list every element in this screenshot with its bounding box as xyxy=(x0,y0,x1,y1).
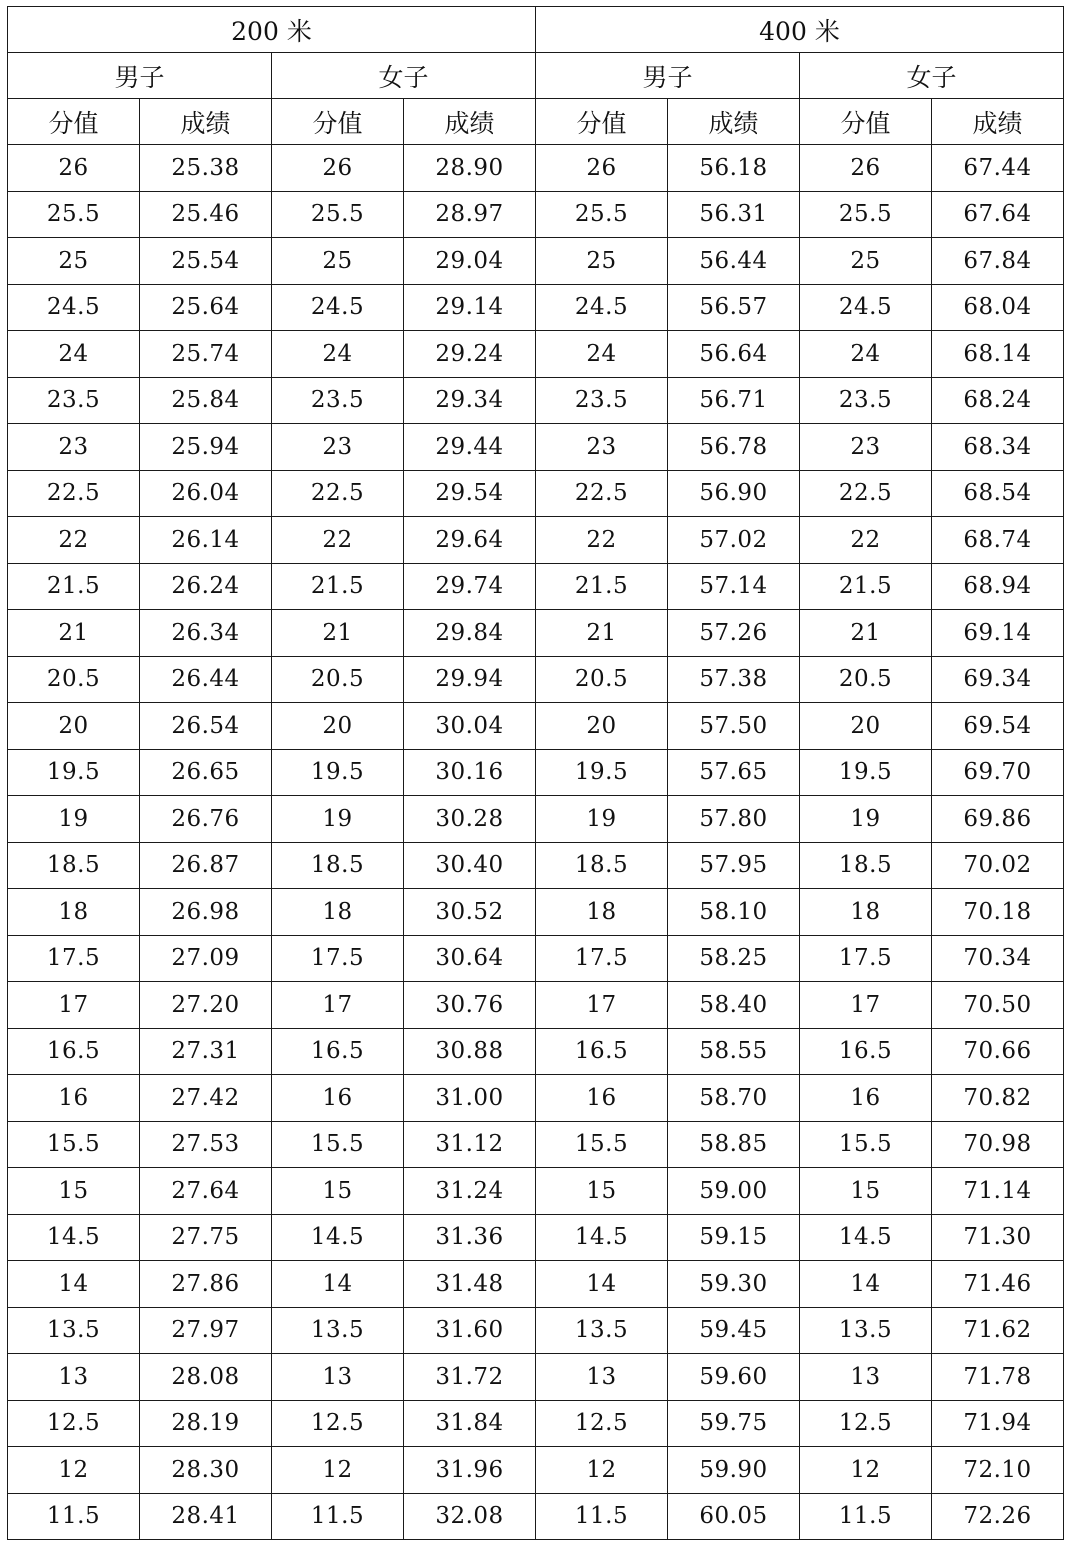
gender-header-400m-male: 男子 xyxy=(536,53,800,99)
score-cell: 17.5 xyxy=(800,935,932,982)
score-cell: 14.5 xyxy=(800,1214,932,1261)
result-cell: 57.65 xyxy=(668,749,800,796)
score-cell: 11.5 xyxy=(536,1493,668,1540)
score-cell: 21 xyxy=(536,610,668,657)
column-header-row xyxy=(8,99,1064,145)
score-cell: 14.5 xyxy=(536,1214,668,1261)
score-cell: 13.5 xyxy=(8,1307,140,1354)
result-cell: 69.54 xyxy=(932,703,1064,750)
table-row xyxy=(8,517,1064,564)
score-cell: 20.5 xyxy=(8,656,140,703)
result-cell: 27.09 xyxy=(140,935,272,982)
score-cell: 18 xyxy=(272,889,404,936)
score-cell: 12 xyxy=(800,1447,932,1494)
table-row xyxy=(8,191,1064,238)
result-cell: 56.64 xyxy=(668,331,800,378)
result-cell: 31.48 xyxy=(404,1261,536,1308)
score-cell: 21 xyxy=(8,610,140,657)
result-cell: 29.84 xyxy=(404,610,536,657)
score-cell: 24.5 xyxy=(800,284,932,331)
result-cell: 56.18 xyxy=(668,145,800,192)
score-cell: 15 xyxy=(536,1168,668,1215)
column-header-score: 分值 xyxy=(800,99,932,145)
result-cell: 26.34 xyxy=(140,610,272,657)
result-cell: 28.19 xyxy=(140,1400,272,1447)
result-cell: 26.44 xyxy=(140,656,272,703)
result-cell: 27.42 xyxy=(140,1075,272,1122)
score-cell: 23.5 xyxy=(800,377,932,424)
result-cell: 26.98 xyxy=(140,889,272,936)
event-header-200m: 200 米 xyxy=(8,7,536,53)
table-row xyxy=(8,842,1064,889)
result-cell: 30.88 xyxy=(404,1028,536,1075)
result-cell: 68.14 xyxy=(932,331,1064,378)
score-cell: 24 xyxy=(800,331,932,378)
result-cell: 30.40 xyxy=(404,842,536,889)
event-header-400m: 400 米 xyxy=(536,7,1064,53)
result-cell: 27.75 xyxy=(140,1214,272,1261)
result-cell: 69.34 xyxy=(932,656,1064,703)
table-row xyxy=(8,284,1064,331)
table-row xyxy=(8,889,1064,936)
score-cell: 26 xyxy=(8,145,140,192)
table-row xyxy=(8,1075,1064,1122)
result-cell: 26.24 xyxy=(140,563,272,610)
score-cell: 22.5 xyxy=(800,470,932,517)
score-cell: 15 xyxy=(8,1168,140,1215)
result-cell: 30.28 xyxy=(404,796,536,843)
result-cell: 67.64 xyxy=(932,191,1064,238)
score-cell: 25.5 xyxy=(536,191,668,238)
result-cell: 27.31 xyxy=(140,1028,272,1075)
table-row xyxy=(8,377,1064,424)
score-cell: 21.5 xyxy=(536,563,668,610)
result-cell: 71.46 xyxy=(932,1261,1064,1308)
result-cell: 57.50 xyxy=(668,703,800,750)
score-cell: 20 xyxy=(536,703,668,750)
result-cell: 31.60 xyxy=(404,1307,536,1354)
score-cell: 14 xyxy=(272,1261,404,1308)
score-cell: 22 xyxy=(536,517,668,564)
result-cell: 69.14 xyxy=(932,610,1064,657)
table-row xyxy=(8,1121,1064,1168)
score-cell: 11.5 xyxy=(272,1493,404,1540)
result-cell: 56.57 xyxy=(668,284,800,331)
score-cell: 11.5 xyxy=(800,1493,932,1540)
result-cell: 27.53 xyxy=(140,1121,272,1168)
score-cell: 12.5 xyxy=(272,1400,404,1447)
result-cell: 70.98 xyxy=(932,1121,1064,1168)
result-cell: 57.38 xyxy=(668,656,800,703)
result-cell: 57.14 xyxy=(668,563,800,610)
score-cell: 24.5 xyxy=(8,284,140,331)
score-cell: 20.5 xyxy=(272,656,404,703)
score-cell: 23 xyxy=(800,424,932,471)
score-table xyxy=(7,6,1064,1540)
gender-header-row xyxy=(8,53,1064,99)
result-cell: 29.64 xyxy=(404,517,536,564)
gender-header-200m-male: 男子 xyxy=(8,53,272,99)
score-cell: 19 xyxy=(536,796,668,843)
score-cell: 16.5 xyxy=(536,1028,668,1075)
table-row xyxy=(8,1168,1064,1215)
score-cell: 16.5 xyxy=(800,1028,932,1075)
score-cell: 25 xyxy=(272,238,404,285)
score-cell: 18.5 xyxy=(800,842,932,889)
score-cell: 19 xyxy=(272,796,404,843)
score-cell: 25 xyxy=(800,238,932,285)
result-cell: 59.75 xyxy=(668,1400,800,1447)
result-cell: 25.46 xyxy=(140,191,272,238)
table-row xyxy=(8,1261,1064,1308)
score-cell: 15.5 xyxy=(272,1121,404,1168)
score-cell: 17 xyxy=(536,982,668,1029)
score-cell: 12 xyxy=(272,1447,404,1494)
event-header-row xyxy=(8,7,1064,53)
score-cell: 19.5 xyxy=(536,749,668,796)
table-row xyxy=(8,749,1064,796)
result-cell: 71.30 xyxy=(932,1214,1064,1261)
result-cell: 58.70 xyxy=(668,1075,800,1122)
score-cell: 16 xyxy=(800,1075,932,1122)
score-cell: 23 xyxy=(272,424,404,471)
result-cell: 59.00 xyxy=(668,1168,800,1215)
score-cell: 19 xyxy=(800,796,932,843)
result-cell: 57.80 xyxy=(668,796,800,843)
score-cell: 25 xyxy=(536,238,668,285)
score-cell: 12.5 xyxy=(800,1400,932,1447)
result-cell: 31.24 xyxy=(404,1168,536,1215)
result-cell: 26.54 xyxy=(140,703,272,750)
table-row xyxy=(8,982,1064,1029)
score-cell: 25.5 xyxy=(8,191,140,238)
score-cell: 20 xyxy=(800,703,932,750)
result-cell: 27.20 xyxy=(140,982,272,1029)
result-cell: 29.54 xyxy=(404,470,536,517)
score-cell: 25 xyxy=(8,238,140,285)
score-cell: 25.5 xyxy=(272,191,404,238)
score-cell: 14 xyxy=(800,1261,932,1308)
result-cell: 28.30 xyxy=(140,1447,272,1494)
result-cell: 56.44 xyxy=(668,238,800,285)
score-cell: 18.5 xyxy=(536,842,668,889)
score-cell: 19.5 xyxy=(800,749,932,796)
score-cell: 23.5 xyxy=(272,377,404,424)
result-cell: 56.78 xyxy=(668,424,800,471)
score-cell: 14.5 xyxy=(272,1214,404,1261)
result-cell: 31.12 xyxy=(404,1121,536,1168)
result-cell: 58.85 xyxy=(668,1121,800,1168)
result-cell: 31.84 xyxy=(404,1400,536,1447)
score-cell: 12.5 xyxy=(8,1400,140,1447)
score-cell: 18.5 xyxy=(272,842,404,889)
table-row xyxy=(8,656,1064,703)
result-cell: 25.94 xyxy=(140,424,272,471)
result-cell: 69.86 xyxy=(932,796,1064,843)
score-cell: 13 xyxy=(800,1354,932,1401)
result-cell: 70.02 xyxy=(932,842,1064,889)
result-cell: 28.97 xyxy=(404,191,536,238)
result-cell: 60.05 xyxy=(668,1493,800,1540)
result-cell: 26.87 xyxy=(140,842,272,889)
score-cell: 24 xyxy=(536,331,668,378)
score-cell: 17.5 xyxy=(536,935,668,982)
score-cell: 16.5 xyxy=(8,1028,140,1075)
result-cell: 58.10 xyxy=(668,889,800,936)
result-cell: 68.04 xyxy=(932,284,1064,331)
result-cell: 71.78 xyxy=(932,1354,1064,1401)
score-cell: 18 xyxy=(536,889,668,936)
table-row xyxy=(8,1354,1064,1401)
result-cell: 31.36 xyxy=(404,1214,536,1261)
table-row xyxy=(8,1400,1064,1447)
score-cell: 14 xyxy=(536,1261,668,1308)
score-cell: 22.5 xyxy=(272,470,404,517)
score-cell: 15.5 xyxy=(8,1121,140,1168)
result-cell: 59.60 xyxy=(668,1354,800,1401)
score-cell: 18.5 xyxy=(8,842,140,889)
score-cell: 13.5 xyxy=(800,1307,932,1354)
result-cell: 28.08 xyxy=(140,1354,272,1401)
result-cell: 25.38 xyxy=(140,145,272,192)
result-cell: 59.15 xyxy=(668,1214,800,1261)
score-cell: 15.5 xyxy=(800,1121,932,1168)
result-cell: 30.76 xyxy=(404,982,536,1029)
score-cell: 24 xyxy=(272,331,404,378)
result-cell: 68.74 xyxy=(932,517,1064,564)
column-header-score: 分值 xyxy=(8,99,140,145)
score-cell: 16 xyxy=(8,1075,140,1122)
table-row xyxy=(8,703,1064,750)
column-header-result: 成绩 xyxy=(932,99,1064,145)
result-cell: 28.41 xyxy=(140,1493,272,1540)
score-cell: 19 xyxy=(8,796,140,843)
score-cell: 23 xyxy=(536,424,668,471)
result-cell: 71.94 xyxy=(932,1400,1064,1447)
score-cell: 23.5 xyxy=(536,377,668,424)
score-cell: 13 xyxy=(8,1354,140,1401)
result-cell: 30.64 xyxy=(404,935,536,982)
result-cell: 70.50 xyxy=(932,982,1064,1029)
result-cell: 67.84 xyxy=(932,238,1064,285)
score-cell: 22 xyxy=(272,517,404,564)
score-cell: 12 xyxy=(536,1447,668,1494)
result-cell: 26.76 xyxy=(140,796,272,843)
table-row xyxy=(8,1493,1064,1540)
result-cell: 72.26 xyxy=(932,1493,1064,1540)
score-cell: 22 xyxy=(8,517,140,564)
result-cell: 68.94 xyxy=(932,563,1064,610)
table-row xyxy=(8,145,1064,192)
result-cell: 30.52 xyxy=(404,889,536,936)
result-cell: 69.70 xyxy=(932,749,1064,796)
result-cell: 27.86 xyxy=(140,1261,272,1308)
score-cell: 26 xyxy=(800,145,932,192)
score-cell: 24.5 xyxy=(536,284,668,331)
result-cell: 29.34 xyxy=(404,377,536,424)
result-cell: 71.62 xyxy=(932,1307,1064,1354)
result-cell: 31.00 xyxy=(404,1075,536,1122)
result-cell: 56.31 xyxy=(668,191,800,238)
column-header-score: 分值 xyxy=(536,99,668,145)
score-cell: 14.5 xyxy=(8,1214,140,1261)
result-cell: 70.66 xyxy=(932,1028,1064,1075)
score-cell: 21.5 xyxy=(8,563,140,610)
score-cell: 21.5 xyxy=(272,563,404,610)
result-cell: 26.04 xyxy=(140,470,272,517)
table-row xyxy=(8,796,1064,843)
result-cell: 25.64 xyxy=(140,284,272,331)
score-cell: 24.5 xyxy=(272,284,404,331)
result-cell: 58.25 xyxy=(668,935,800,982)
score-cell: 15.5 xyxy=(536,1121,668,1168)
score-cell: 20.5 xyxy=(536,656,668,703)
result-cell: 68.34 xyxy=(932,424,1064,471)
score-cell: 13 xyxy=(272,1354,404,1401)
result-cell: 30.04 xyxy=(404,703,536,750)
score-cell: 21.5 xyxy=(800,563,932,610)
score-cell: 21 xyxy=(800,610,932,657)
result-cell: 29.94 xyxy=(404,656,536,703)
table-row xyxy=(8,1307,1064,1354)
result-cell: 59.90 xyxy=(668,1447,800,1494)
result-cell: 68.54 xyxy=(932,470,1064,517)
table-row xyxy=(8,563,1064,610)
result-cell: 29.04 xyxy=(404,238,536,285)
result-cell: 29.24 xyxy=(404,331,536,378)
result-cell: 67.44 xyxy=(932,145,1064,192)
score-cell: 13.5 xyxy=(272,1307,404,1354)
table-row xyxy=(8,1028,1064,1075)
score-cell: 12.5 xyxy=(536,1400,668,1447)
result-cell: 57.26 xyxy=(668,610,800,657)
table-row xyxy=(8,470,1064,517)
score-cell: 11.5 xyxy=(8,1493,140,1540)
score-cell: 20 xyxy=(272,703,404,750)
result-cell: 29.14 xyxy=(404,284,536,331)
table-row xyxy=(8,424,1064,471)
result-cell: 68.24 xyxy=(932,377,1064,424)
score-cell: 17.5 xyxy=(272,935,404,982)
column-header-result: 成绩 xyxy=(404,99,536,145)
result-cell: 56.90 xyxy=(668,470,800,517)
score-cell: 26 xyxy=(272,145,404,192)
result-cell: 70.82 xyxy=(932,1075,1064,1122)
result-cell: 28.90 xyxy=(404,145,536,192)
score-cell: 17 xyxy=(800,982,932,1029)
score-table-body xyxy=(8,7,1064,1540)
score-cell: 25.5 xyxy=(800,191,932,238)
score-cell: 20 xyxy=(8,703,140,750)
result-cell: 70.18 xyxy=(932,889,1064,936)
result-cell: 58.55 xyxy=(668,1028,800,1075)
column-header-score: 分值 xyxy=(272,99,404,145)
score-cell: 15 xyxy=(800,1168,932,1215)
result-cell: 71.14 xyxy=(932,1168,1064,1215)
score-cell: 23 xyxy=(8,424,140,471)
result-cell: 29.44 xyxy=(404,424,536,471)
result-cell: 29.74 xyxy=(404,563,536,610)
gender-header-200m-female: 女子 xyxy=(272,53,536,99)
table-row xyxy=(8,331,1064,378)
score-cell: 16 xyxy=(536,1075,668,1122)
score-cell: 14 xyxy=(8,1261,140,1308)
table-row xyxy=(8,1214,1064,1261)
score-cell: 22 xyxy=(800,517,932,564)
result-cell: 27.97 xyxy=(140,1307,272,1354)
gender-header-400m-female: 女子 xyxy=(800,53,1064,99)
result-cell: 58.40 xyxy=(668,982,800,1029)
result-cell: 59.30 xyxy=(668,1261,800,1308)
score-cell: 16.5 xyxy=(272,1028,404,1075)
score-cell: 12 xyxy=(8,1447,140,1494)
score-cell: 19.5 xyxy=(272,749,404,796)
score-cell: 17 xyxy=(272,982,404,1029)
result-cell: 26.65 xyxy=(140,749,272,796)
score-cell: 17 xyxy=(8,982,140,1029)
score-cell: 13.5 xyxy=(536,1307,668,1354)
result-cell: 70.34 xyxy=(932,935,1064,982)
column-header-result: 成绩 xyxy=(140,99,272,145)
result-cell: 31.72 xyxy=(404,1354,536,1401)
table-row xyxy=(8,935,1064,982)
result-cell: 56.71 xyxy=(668,377,800,424)
result-cell: 27.64 xyxy=(140,1168,272,1215)
result-cell: 26.14 xyxy=(140,517,272,564)
table-row xyxy=(8,610,1064,657)
score-cell: 18 xyxy=(8,889,140,936)
score-cell: 21 xyxy=(272,610,404,657)
table-row xyxy=(8,1447,1064,1494)
score-cell: 15 xyxy=(272,1168,404,1215)
score-cell: 18 xyxy=(800,889,932,936)
column-header-result: 成绩 xyxy=(668,99,800,145)
score-cell: 22.5 xyxy=(8,470,140,517)
score-cell: 23.5 xyxy=(8,377,140,424)
table-row xyxy=(8,238,1064,285)
result-cell: 32.08 xyxy=(404,1493,536,1540)
score-cell: 19.5 xyxy=(8,749,140,796)
result-cell: 57.02 xyxy=(668,517,800,564)
score-cell: 22.5 xyxy=(536,470,668,517)
score-cell: 26 xyxy=(536,145,668,192)
score-cell: 16 xyxy=(272,1075,404,1122)
score-cell: 17.5 xyxy=(8,935,140,982)
result-cell: 72.10 xyxy=(932,1447,1064,1494)
score-cell: 20.5 xyxy=(800,656,932,703)
result-cell: 30.16 xyxy=(404,749,536,796)
score-cell: 24 xyxy=(8,331,140,378)
result-cell: 25.74 xyxy=(140,331,272,378)
result-cell: 57.95 xyxy=(668,842,800,889)
score-cell: 13 xyxy=(536,1354,668,1401)
result-cell: 59.45 xyxy=(668,1307,800,1354)
result-cell: 25.84 xyxy=(140,377,272,424)
result-cell: 31.96 xyxy=(404,1447,536,1494)
result-cell: 25.54 xyxy=(140,238,272,285)
